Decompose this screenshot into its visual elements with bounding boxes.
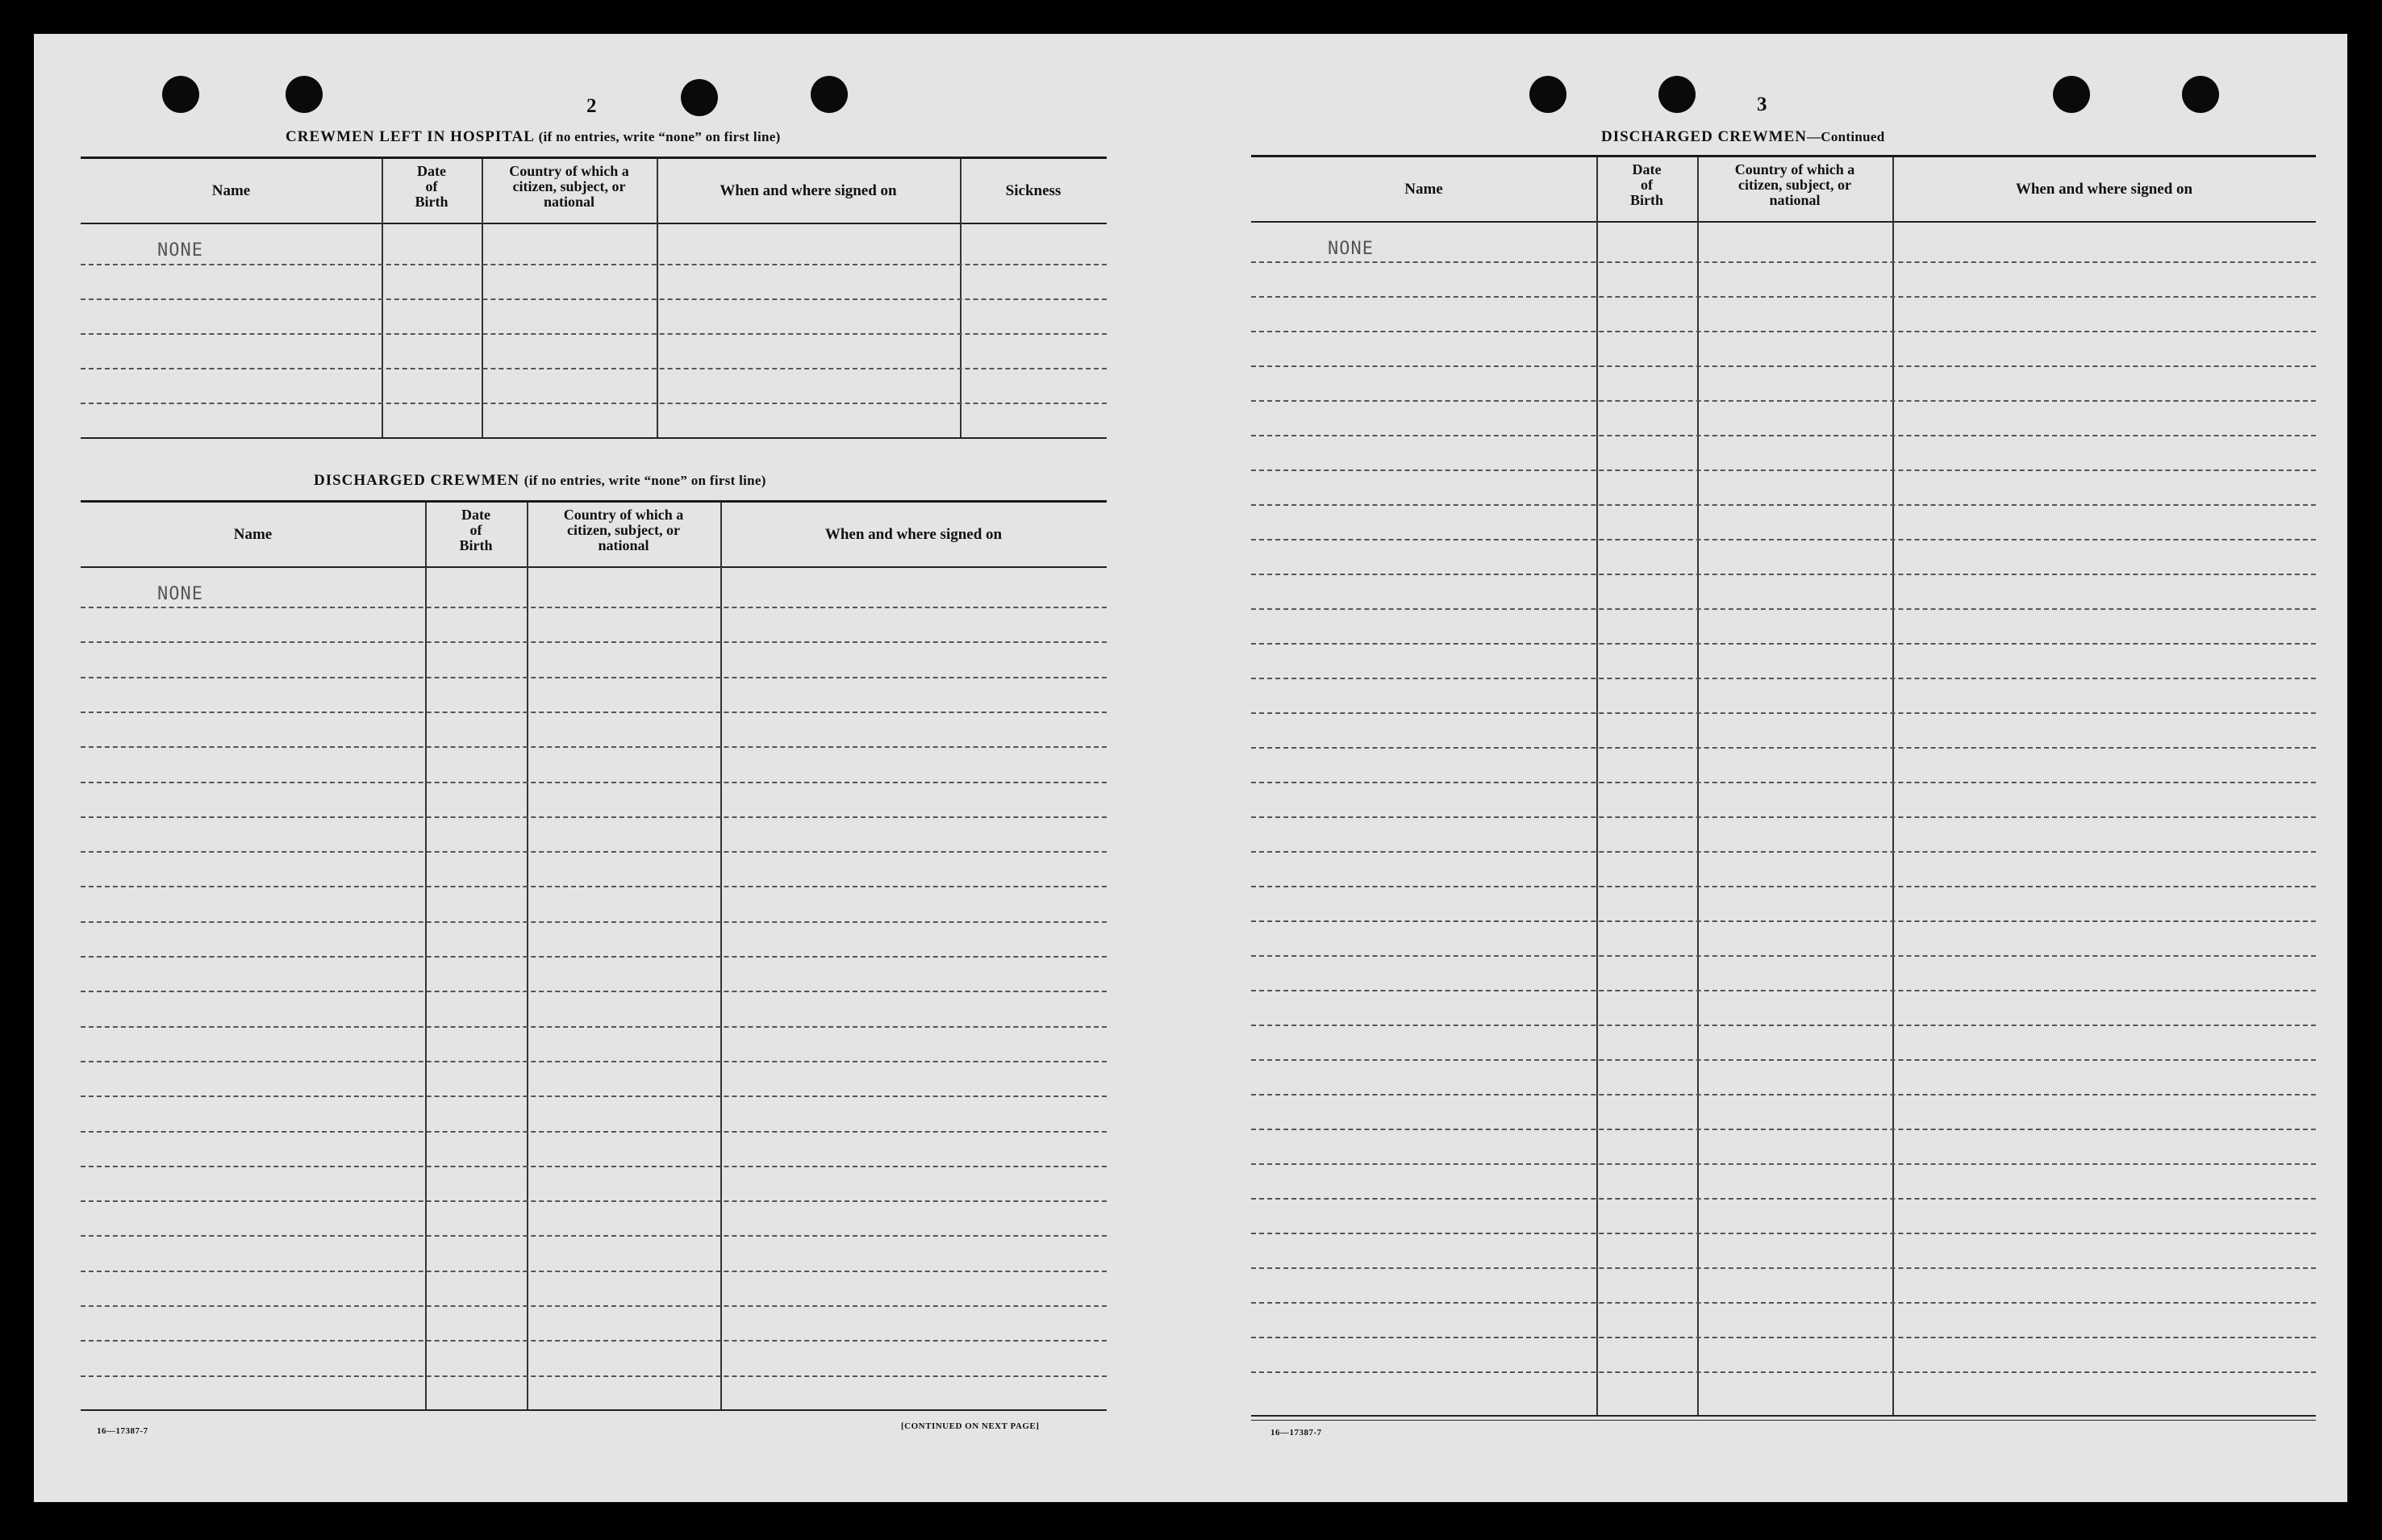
ruled-row bbox=[81, 1235, 1107, 1237]
table-bottom-rule bbox=[1251, 1420, 2316, 1421]
ruled-row bbox=[81, 1340, 1107, 1342]
ruled-row bbox=[81, 1026, 1107, 1028]
ruled-row bbox=[1251, 886, 2316, 887]
first-entry-text: NONE bbox=[157, 584, 203, 604]
ruled-row bbox=[81, 677, 1107, 678]
ruled-row bbox=[81, 403, 1107, 404]
discharged-continued-title: DISCHARGED CREWMEN—Continued bbox=[1601, 128, 1885, 145]
ruled-row bbox=[1251, 1025, 2316, 1026]
column-header: Name bbox=[1404, 180, 1443, 198]
ruled-row bbox=[1251, 1163, 2316, 1165]
form-number-left: 16—17387-7 bbox=[97, 1426, 148, 1436]
ruled-row bbox=[81, 333, 1107, 335]
ruled-row bbox=[81, 264, 1107, 265]
first-entry-text: NONE bbox=[1328, 239, 1374, 259]
table-bottom-rule bbox=[81, 437, 1107, 439]
document-sheet bbox=[34, 34, 2347, 1502]
ruled-row bbox=[81, 1131, 1107, 1133]
header-divider bbox=[81, 223, 1107, 224]
ruled-row bbox=[1251, 365, 2316, 367]
ruled-row bbox=[1251, 1094, 2316, 1096]
punch-hole bbox=[2053, 76, 2090, 113]
column-header: Name bbox=[233, 525, 273, 543]
continued-note: [CONTINUED ON NEXT PAGE] bbox=[901, 1421, 1040, 1431]
ruled-row bbox=[1251, 435, 2316, 436]
ruled-row bbox=[81, 991, 1107, 992]
ruled-row bbox=[1251, 782, 2316, 783]
ruled-row bbox=[1251, 1371, 2316, 1373]
table-bottom-rule bbox=[81, 1409, 1107, 1411]
page-number-left: 2 bbox=[586, 95, 597, 117]
ruled-row bbox=[1251, 608, 2316, 610]
ruled-row bbox=[81, 641, 1107, 643]
ruled-row bbox=[1251, 1198, 2316, 1200]
ruled-row bbox=[1251, 296, 2316, 298]
column-header: Country of which a citizen, subject, or national bbox=[563, 507, 684, 553]
punch-hole bbox=[2182, 76, 2219, 113]
column-header: When and where signed on bbox=[2015, 180, 2193, 198]
ruled-row bbox=[81, 782, 1107, 783]
ruled-row bbox=[81, 956, 1107, 958]
punch-hole bbox=[1658, 76, 1696, 113]
column-header: When and where signed on bbox=[720, 182, 897, 199]
ruled-row bbox=[81, 921, 1107, 923]
ruled-row bbox=[1251, 712, 2316, 714]
ruled-row bbox=[81, 851, 1107, 853]
column-divider bbox=[1697, 157, 1699, 1415]
ruled-row bbox=[81, 1271, 1107, 1272]
ruled-row bbox=[1251, 504, 2316, 506]
punch-hole bbox=[811, 76, 848, 113]
column-divider bbox=[1892, 157, 1894, 1415]
column-header: Name bbox=[211, 182, 251, 199]
ruled-row bbox=[1251, 1059, 2316, 1061]
ruled-row bbox=[81, 1096, 1107, 1097]
ruled-row bbox=[81, 1200, 1107, 1202]
hospital-top-rule bbox=[81, 157, 1107, 159]
column-header: Country of which a citizen, subject, or national bbox=[1734, 161, 1855, 208]
punch-hole bbox=[162, 76, 199, 113]
column-header: Country of which a citizen, subject, or national bbox=[509, 163, 629, 210]
ruled-row bbox=[81, 746, 1107, 748]
ruled-row bbox=[1251, 955, 2316, 957]
table-bottom-rule bbox=[1251, 1415, 2316, 1417]
page-number-right: 3 bbox=[1757, 94, 1767, 115]
ruled-row bbox=[1251, 261, 2316, 263]
punch-hole bbox=[681, 79, 718, 116]
discharged-section-title: DISCHARGED CREWMEN (if no entries, write “none” on first line) bbox=[314, 472, 766, 489]
ruled-row bbox=[81, 368, 1107, 369]
ruled-row bbox=[81, 1166, 1107, 1167]
ruled-row bbox=[1251, 1302, 2316, 1304]
punch-hole bbox=[1529, 76, 1566, 113]
ruled-row bbox=[1251, 470, 2316, 471]
discharged-top-rule bbox=[81, 500, 1107, 503]
ruled-row bbox=[1251, 331, 2316, 332]
ruled-row bbox=[1251, 851, 2316, 853]
ruled-row bbox=[1251, 643, 2316, 645]
punch-hole bbox=[286, 76, 323, 113]
ruled-row bbox=[81, 607, 1107, 608]
column-header: Date of Birth bbox=[1629, 161, 1663, 208]
ruled-row bbox=[81, 816, 1107, 818]
ruled-row bbox=[1251, 400, 2316, 402]
continued-top-rule bbox=[1251, 155, 2316, 157]
column-header: Date of Birth bbox=[459, 507, 493, 553]
ruled-row bbox=[1251, 1337, 2316, 1338]
ruled-row bbox=[1251, 990, 2316, 991]
ruled-row bbox=[1251, 816, 2316, 818]
form-number-right: 16—17387-7 bbox=[1270, 1428, 1322, 1438]
ruled-row bbox=[1251, 920, 2316, 922]
ruled-row bbox=[1251, 574, 2316, 575]
header-divider bbox=[1251, 221, 2316, 223]
first-entry-text: NONE bbox=[157, 240, 203, 261]
ruled-row bbox=[81, 298, 1107, 300]
column-header: Sickness bbox=[1005, 182, 1062, 199]
ruled-row bbox=[1251, 1267, 2316, 1269]
ruled-row bbox=[81, 712, 1107, 713]
column-header: When and where signed on bbox=[824, 525, 1003, 543]
column-header: Date of Birth bbox=[415, 163, 448, 210]
ruled-row bbox=[1251, 1129, 2316, 1130]
hospital-section-title: CREWMEN LEFT IN HOSPITAL (if no entries, write “none” on first line) bbox=[286, 128, 781, 145]
ruled-row bbox=[81, 1061, 1107, 1062]
ruled-row bbox=[81, 1305, 1107, 1307]
ruled-row bbox=[1251, 678, 2316, 679]
column-divider bbox=[1596, 157, 1598, 1415]
ruled-row bbox=[1251, 539, 2316, 540]
ruled-row bbox=[1251, 1233, 2316, 1234]
ruled-row bbox=[81, 886, 1107, 887]
header-divider bbox=[81, 566, 1107, 568]
ruled-row bbox=[1251, 747, 2316, 749]
ruled-row bbox=[81, 1375, 1107, 1377]
